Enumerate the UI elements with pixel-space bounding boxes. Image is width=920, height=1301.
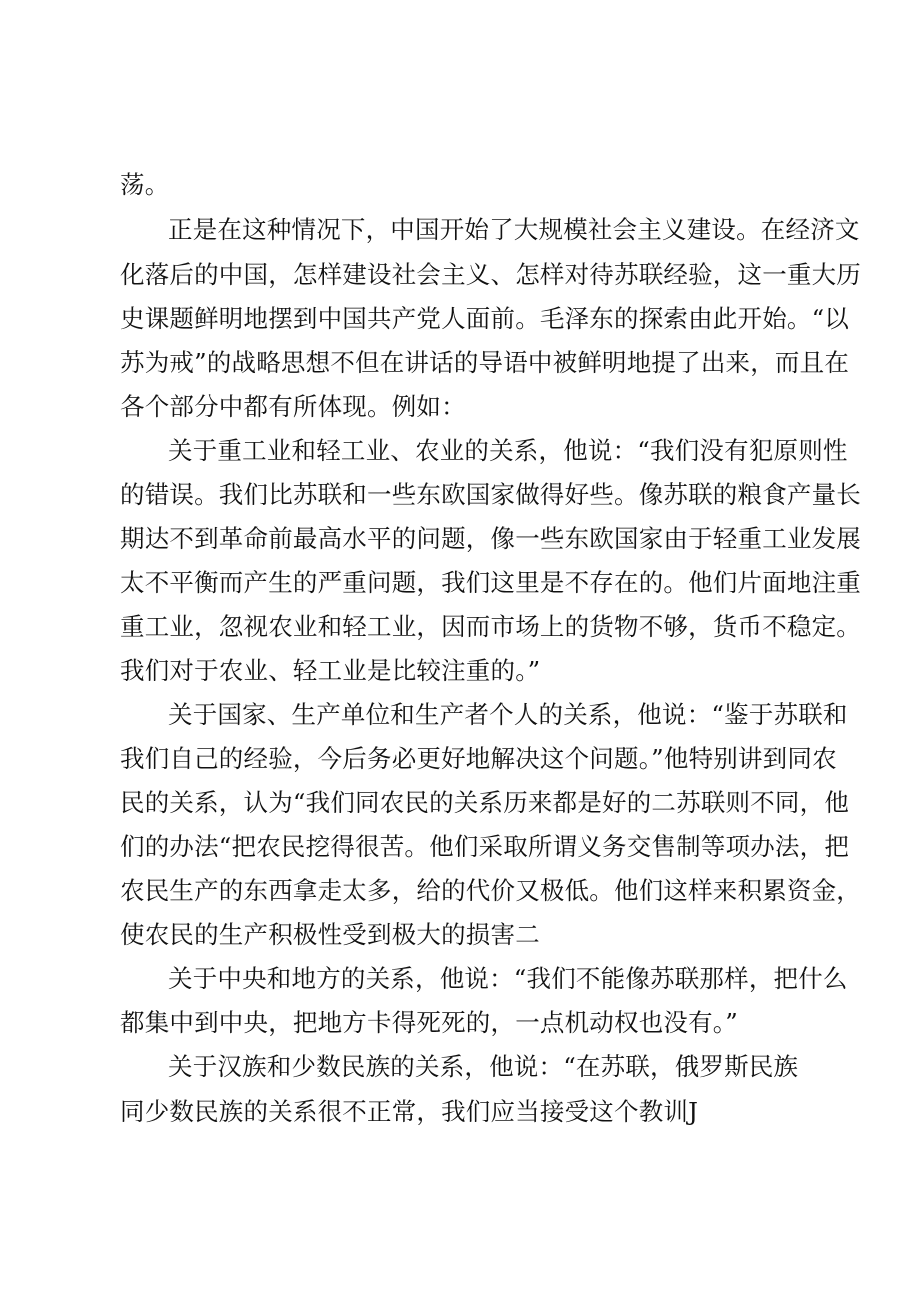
- text-line: 期达不到革命前最高水平的问题，像一些东欧国家由于轻重工业发展: [120, 524, 861, 553]
- text-line: 们的办法“把农民挖得很苦。他们采取所谓义务交售制等项办法，把: [120, 832, 850, 861]
- text-line: 史课题鲜明地摆到中国共产党人面前。毛泽东的探索由此开始。“以: [120, 304, 850, 333]
- text-line: 都集中到中央，把地方卡得死死的，一点机动权也没有。”: [120, 1008, 738, 1037]
- text-line: 荡。: [120, 170, 170, 199]
- text-line: 我们自己的经验，今后务必更好地解决这个问题。”他特别讲到同农: [120, 744, 837, 773]
- text-line: 各个部分中都有所体现。例如：: [120, 392, 466, 421]
- text-line: 太不平衡而产生的严重问题，我们这里是不存在的。他们片面地注重: [120, 568, 861, 597]
- text-line: 正是在这种情况下，中国开始了大规模社会主义建设。在经济文: [168, 215, 860, 244]
- text-line: 同少数民族的关系很不正常，我们应当接受这个教训J: [120, 1097, 699, 1126]
- text-line: 关于汉族和少数民族的关系，他说：“在苏联，俄罗斯民族: [168, 1052, 799, 1081]
- text-line: 关于重工业和轻工业、农业的关系，他说：“我们没有犯原则性: [168, 436, 848, 465]
- text-line: 民的关系，认为“我们同农民的关系历来都是好的二苏联则不同，他: [120, 788, 850, 817]
- text-line: 的错误。我们比苏联和一些东欧国家做得好些。像苏联的粮食产量长: [120, 480, 861, 509]
- text-line: 关于国家、生产单位和生产者个人的关系，他说：“鉴于苏联和: [168, 700, 848, 729]
- text-line: 化落后的中国，怎样建设社会主义、怎样对待苏联经验，这一重大历: [120, 260, 861, 289]
- text-line: 苏为戒”的战略思想不但在讲话的导语中被鲜明地提了出来，而且在: [120, 348, 850, 377]
- text-line: 使农民的生产积极性受到极大的损害二: [120, 920, 540, 949]
- text-line: 重工业，忽视农业和轻工业，因而市场上的货物不够，货币不稳定。: [120, 612, 861, 641]
- text-line: 农民生产的东西拿走太多，给的代价又极低。他们这样来积累资金，: [120, 876, 861, 905]
- text-line: 关于中央和地方的关系，他说：“我们不能像苏联那样，把什么: [168, 964, 848, 993]
- text-line: 我们对于农业、轻工业是比较注重的。”: [120, 656, 541, 685]
